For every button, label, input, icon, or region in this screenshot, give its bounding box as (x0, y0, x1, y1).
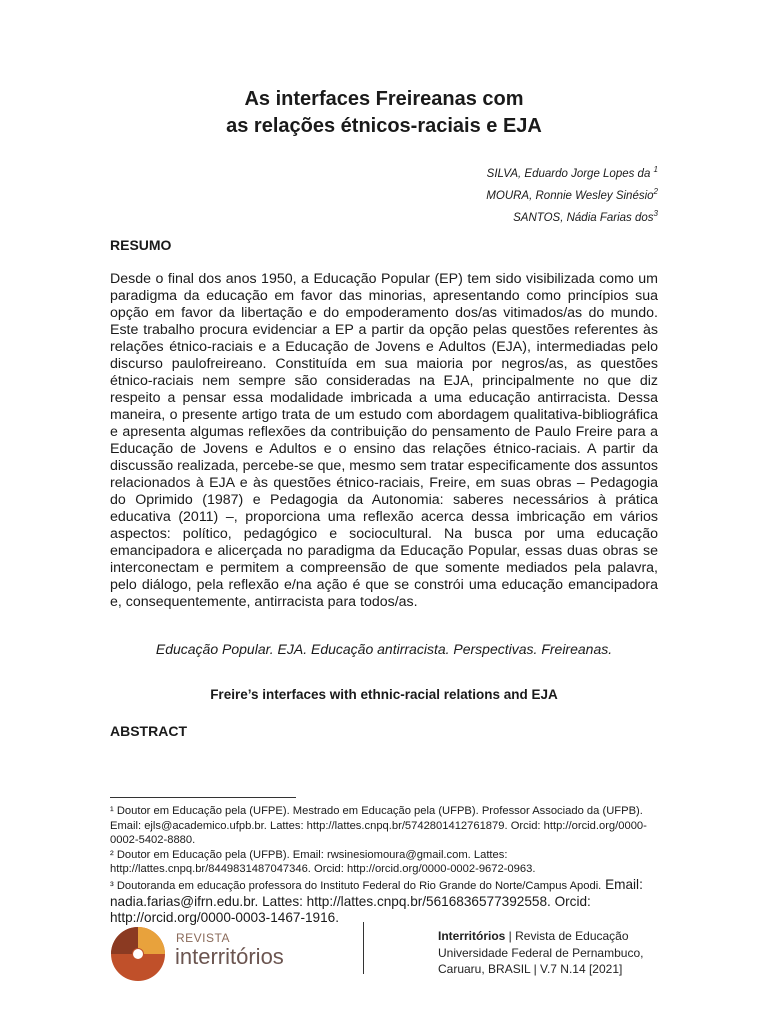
logo-label-top: REVISTA (176, 931, 230, 945)
footnote-3: ³ Doutoranda em educação professora do Instituto Federal do Rio Grande do Norte/Campus Apodi. Email: nadia.farias@ifrn.edu.br. Lattes: http://lattes.cnpq.br/5616836577392558. Orcid: http://orcid.org/0000-0003-1467-1916. (110, 876, 643, 926)
author-3: SANTOS, Nádia Farias dos$^3$ (513, 208, 658, 224)
footnote-2: ² Doutor em Educação pela (UFPB). Email: rwsinesiomoura@gmail.com. Lattes: http://lattes.cnpq.br/8449831487047346. Orcid: http://orcid.org/0000-0002-9672-0963. (110, 848, 536, 876)
paper-title (0, 86, 768, 140)
title-line-1: As interfaces Freireanas com (244, 88, 524, 110)
journal-line-2: Universidade Federal de Pernambuco, (438, 945, 644, 960)
keywords: Educação Popular. EJA. Educação antirracista. Perspectivas. Freireanas. (155, 641, 613, 657)
author-1: SILVA, Eduardo Jorge Lopes da $^1$ (486, 165, 658, 180)
english-title: Freire’s interfaces with ethnic-racial relations and EJA (210, 687, 558, 702)
logo-label-bottom: interritórios (175, 944, 284, 969)
journal-line-1: Interritórios | Revista de Educação (438, 929, 629, 943)
footer-divider (363, 922, 364, 974)
title-line-2: as relações étnicos-raciais e EJA (226, 115, 542, 137)
resumo-body: Desde o final dos anos 1950, a Educação Popular (EP) tem sido visibilizada como um paradigma da educação em favor das minorias, apresentando como princípios sua opção em favor da libertação e do empoderamento dos/as vitimados/as do mundo. Este trabalho procura evidenciar a EP a partir da opção pelas questões referentes às relações étnico-raciais e a Educação de Jovens e Adultos (EJA), intermediadas pelo discurso paulofreireano. Constituída em sua maioria por negros/as, as questões étnico-raciais nem sempre são consideradas na EJA, principalmente no que diz respeito a pensar essa modalidade imbricada a uma educação antirracista. Dessa maneira, o presente artigo trata de um estudo com abordagem qualitativa-bibliográfica e apresenta algumas reflexões da contribuição do pensamento de Paulo Freire para a Educação de Jovens e Adultos e o ensino das relações étnico-raciais. A partir da discussão realizada, percebe-se que, mesmo sem tratar especificamente dos assuntos relacionados à EJA e às questões étnico-raciais, Freire, em suas obras – Pedagogia do Oprimido (1987) e Pedagogia da Autonomia: saberes necessários à prática educativa (2011) –, proporciona uma reflexão acerca dessa imbricação em vários aspectos: político, pedagógico e sociocultural. Na busca por uma educação emancipadora e alicerçada no paradigma da Educação Popular, essas duas obras se interconectam e permitem a compreensão de que somente mediados pela palavra, pelo diálogo, pela reflexão e/na ação é que se constrói uma educação emancipadora e, consequentemente, antirracista para todos/as. (110, 271, 658, 610)
journal-line-3: Caruaru, BRASIL | V.7 N.14 [2021] (438, 962, 623, 976)
page-footer (0, 918, 768, 1018)
footnote-1: ¹ Doutor em Educação pela (UFPE). Mestrado em Educação pela (UFPB). Professor Associado da (UFPB). Email: ejls@academico.ufpb.br. Lattes: http://lattes.cnpq.br/5742801412761879. Orcid: http://orcid.org/0000-0002-5402-8880. (110, 805, 647, 847)
abstract-heading: ABSTRACT (110, 723, 187, 739)
author-list (486, 161, 658, 226)
footnote-divider (110, 797, 296, 798)
footnotes (110, 804, 665, 927)
author-2: MOURA, Ronnie Wesley Sinésio$^2$ (486, 186, 658, 202)
journal-logo-icon (108, 922, 168, 982)
journal-info (438, 928, 643, 978)
resumo-heading: RESUMO (110, 237, 172, 253)
